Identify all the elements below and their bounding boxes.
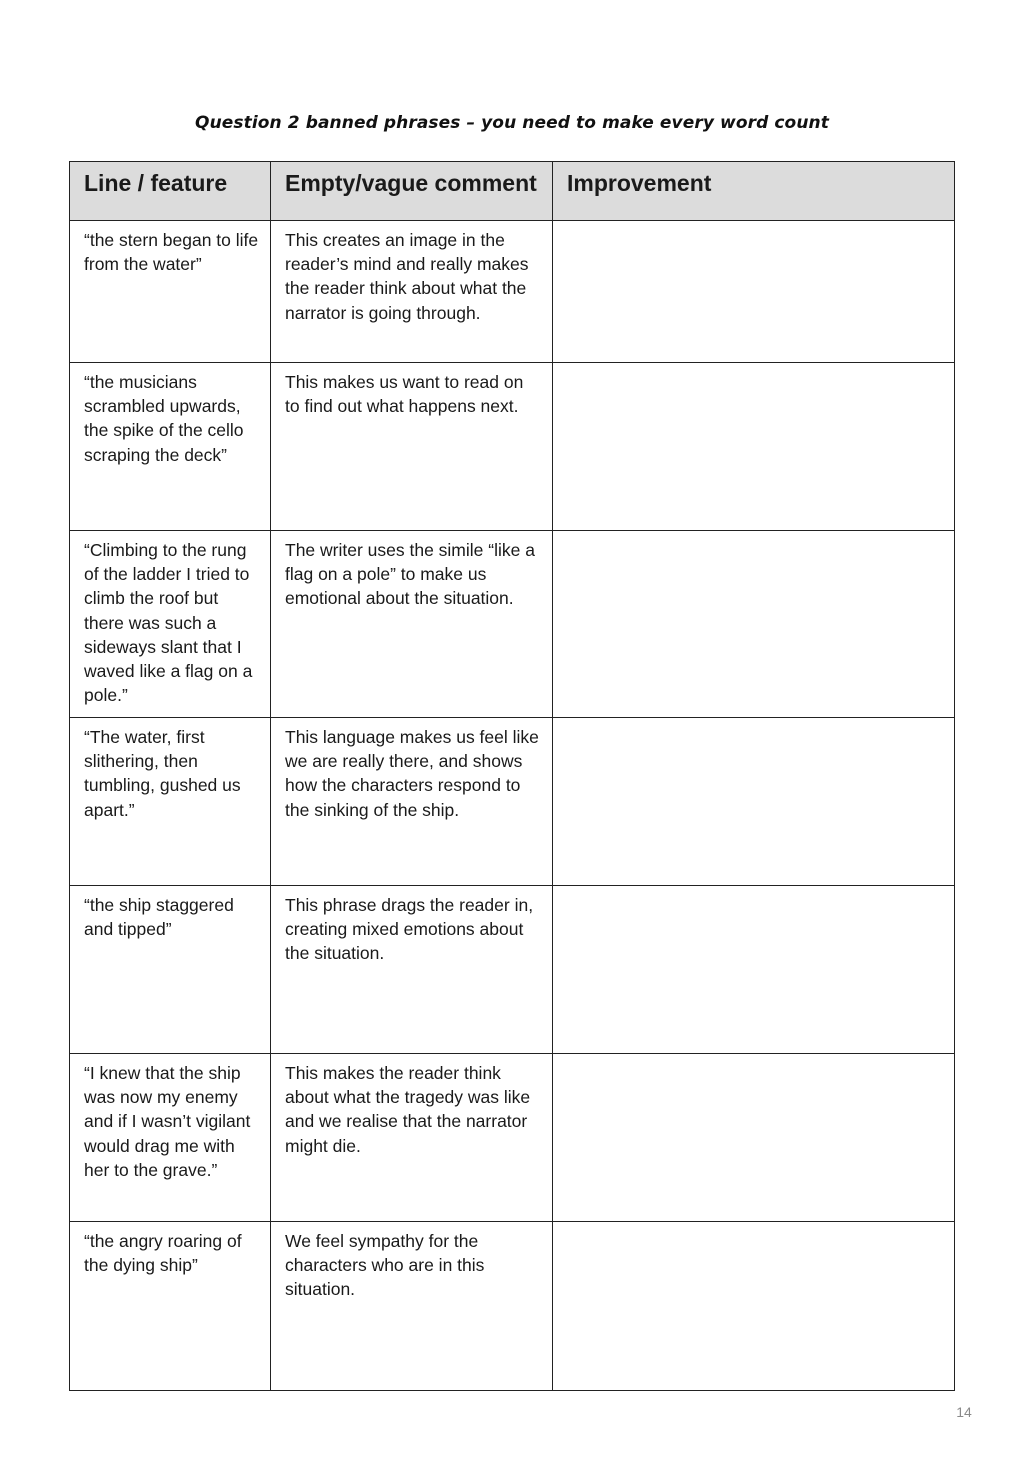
improvement-cell[interactable] <box>553 221 955 363</box>
comment-cell: This phrase drags the reader in, creating mixed emotions about the situation. <box>271 886 553 1054</box>
header-improvement: Improvement <box>553 162 955 221</box>
improvement-cell[interactable] <box>553 1222 955 1391</box>
table-header-row <box>70 162 955 221</box>
comment-cell: This makes us want to read on to find out what happens next. <box>271 363 553 531</box>
improvement-cell[interactable] <box>553 886 955 1054</box>
table-row <box>70 718 955 886</box>
improvement-cell[interactable] <box>553 1054 955 1222</box>
table-row <box>70 886 955 1054</box>
line-feature-cell: “the musicians scrambled upwards, the spike of the cello scraping the deck” <box>70 363 271 531</box>
banned-phrases-table <box>69 161 955 1391</box>
header-line-feature: Line / feature <box>70 162 271 221</box>
comment-cell: We feel sympathy for the characters who are in this situation. <box>271 1222 553 1391</box>
line-feature-cell: “The water, first slithering, then tumbling, gushed us apart.” <box>70 718 271 886</box>
line-feature-cell: “the stern began to life from the water” <box>70 221 271 363</box>
table-row <box>70 363 955 531</box>
table-row <box>70 1054 955 1222</box>
table-row <box>70 531 955 718</box>
improvement-cell[interactable] <box>553 363 955 531</box>
comment-cell: This creates an image in the reader’s mind and really makes the reader think about what the narrator is going through. <box>271 221 553 363</box>
comment-cell: This language makes us feel like we are really there, and shows how the characters respond to the sinking of the ship. <box>271 718 553 886</box>
page-number: 14 <box>956 1404 972 1420</box>
line-feature-cell: “the angry roaring of the dying ship” <box>70 1222 271 1391</box>
table-row <box>70 1222 955 1391</box>
improvement-cell[interactable] <box>553 531 955 718</box>
header-empty-vague-comment: Empty/vague comment <box>271 162 553 221</box>
improvement-cell[interactable] <box>553 718 955 886</box>
table-row <box>70 221 955 363</box>
line-feature-cell: “the ship staggered and tipped” <box>70 886 271 1054</box>
line-feature-cell: “Climbing to the rung of the ladder I tried to climb the roof but there was such a sideways slant that I waved like a flag on a pole.” <box>70 531 271 718</box>
comment-cell: This makes the reader think about what the tragedy was like and we realise that the narrator might die. <box>271 1054 553 1222</box>
comment-cell: The writer uses the simile “like a flag on a pole” to make us emotional about the situation. <box>271 531 553 718</box>
line-feature-cell: “I knew that the ship was now my enemy and if I wasn’t vigilant would drag me with her to the grave.” <box>70 1054 271 1222</box>
page-title: Question 2 banned phrases – you need to make every word count <box>195 113 829 133</box>
